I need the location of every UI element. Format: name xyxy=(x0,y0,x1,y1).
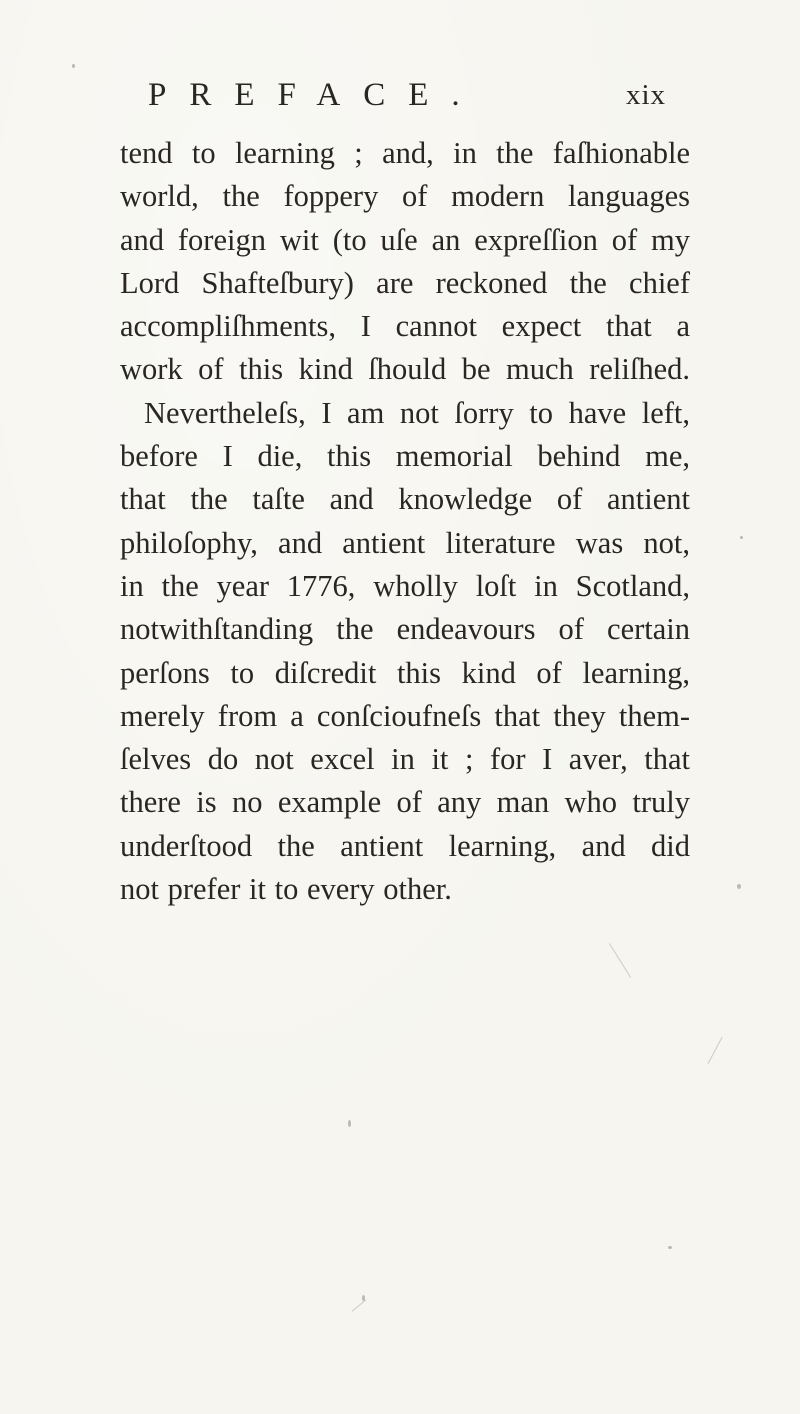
text-line: world, the foppery of modern languages xyxy=(120,179,690,214)
paper-scratch xyxy=(609,943,631,977)
paper-speck xyxy=(668,1246,672,1249)
running-head-title: PREFACE. xyxy=(148,77,483,113)
text-line: perſons to diſcredit this kind of learning, xyxy=(120,655,690,690)
text-line: accompliſhments, I cannot expect that a xyxy=(120,309,690,344)
paper-scratch xyxy=(708,1037,723,1064)
text-line: work of this kind ſhould be much reliſhed. xyxy=(120,352,690,387)
text-line: that the taſte and knowledge of antient xyxy=(120,482,690,517)
paper-speck xyxy=(740,536,743,539)
text-line: tend to learning ; and, in the faſhionable xyxy=(120,136,690,170)
text-line-last: not prefer it to every other. xyxy=(120,872,452,907)
paper-scratch xyxy=(352,1299,366,1311)
text-line: underſtood the antient learning, and did xyxy=(120,828,690,863)
page-number: xix xyxy=(626,79,667,111)
paper-speck xyxy=(72,64,75,68)
text-line: there is no example of any man who truly xyxy=(120,785,690,820)
paper-speck xyxy=(737,884,741,889)
text-line: philoſophy, and antient literature was not, xyxy=(120,525,690,560)
text-line: notwithſtanding the endeavours of certain xyxy=(120,612,690,647)
paper-speck xyxy=(348,1120,351,1127)
text-line: before I die, this memorial behind me, xyxy=(120,439,690,474)
text-line: Lord Shafteſbury) are reckoned the chief xyxy=(120,265,690,300)
body-paragraph xyxy=(120,132,690,911)
text-line: merely from a conſcioufneſs that they them- xyxy=(120,698,690,733)
text-line: ſelves do not excel in it ; for I aver, that xyxy=(120,742,690,777)
text-line: in the year 1776, wholly loſt in Scotland, xyxy=(120,568,690,603)
text-line: Nevertheleſs, I am not ſorry to have left, xyxy=(144,395,690,430)
text-line: and foreign wit (to uſe an expreſſion of my xyxy=(120,222,690,257)
running-head xyxy=(148,70,688,120)
